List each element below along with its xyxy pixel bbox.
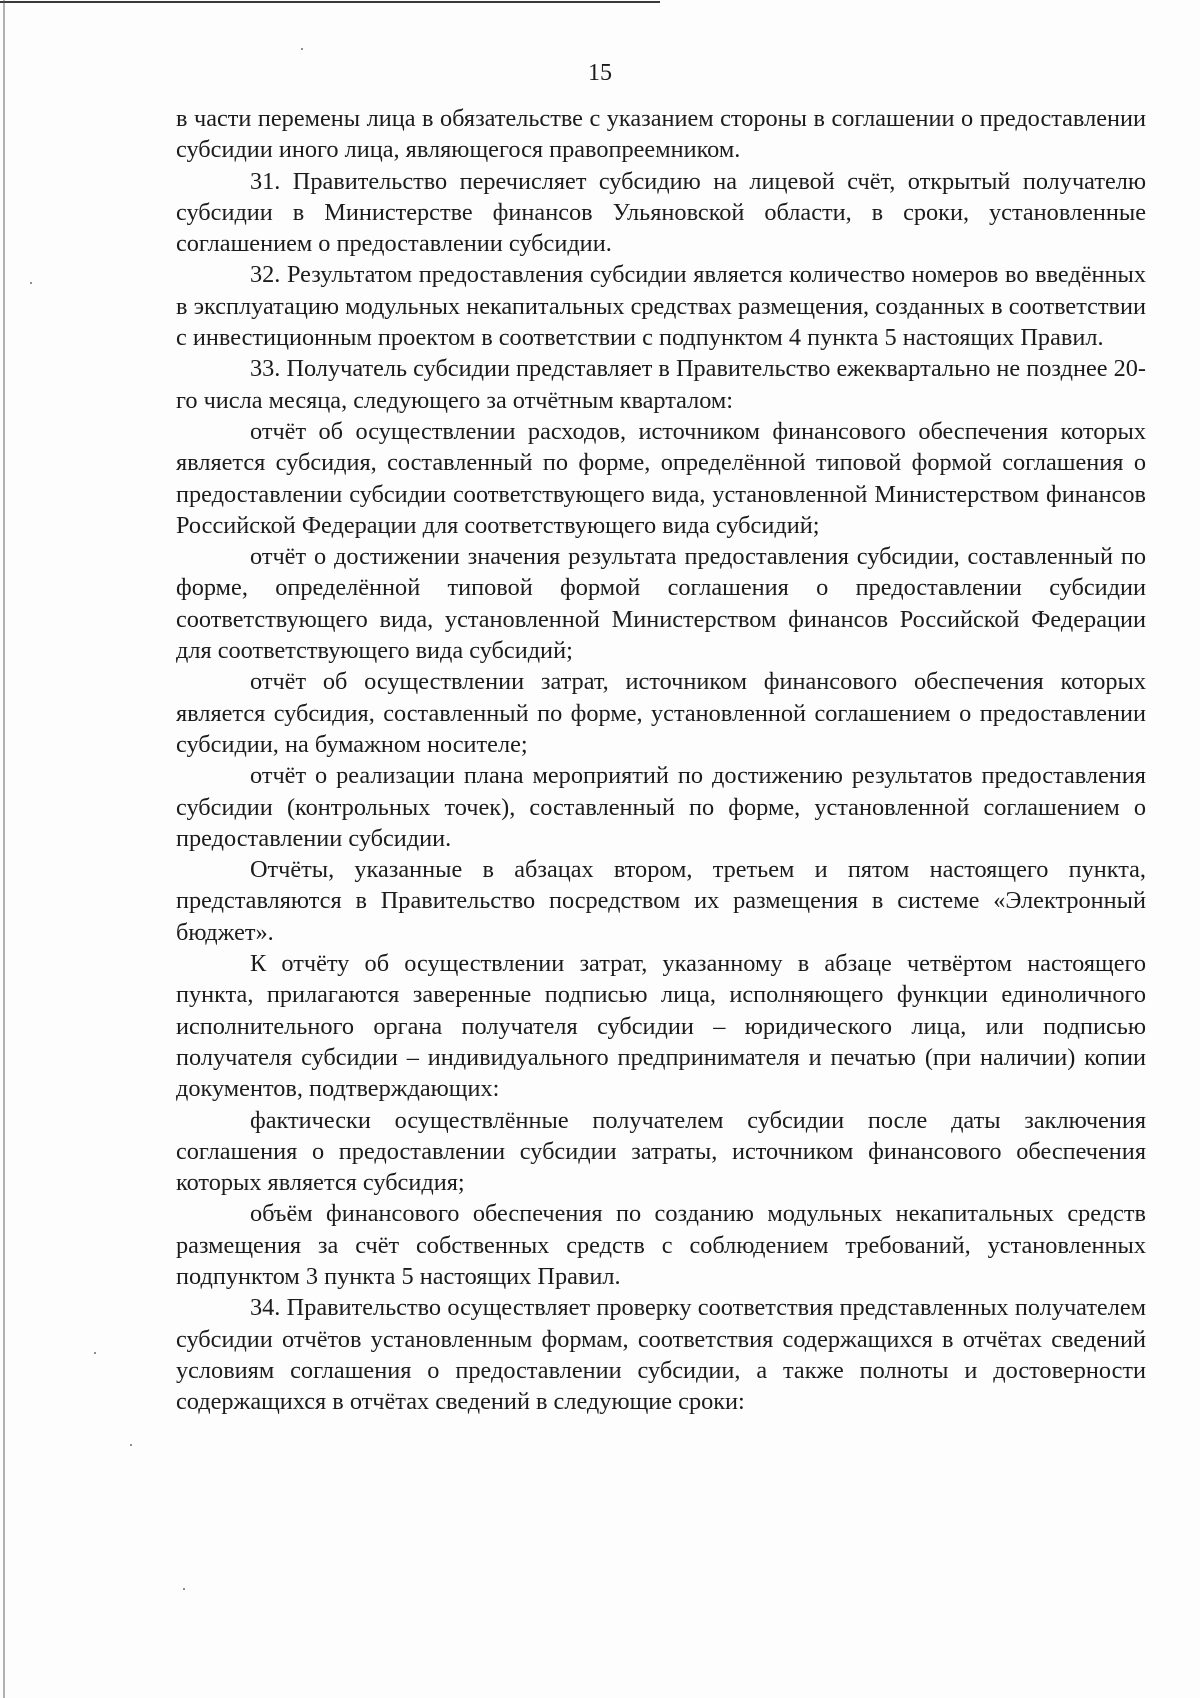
paragraph: 33. Получатель субсидии представляет в Правительство ежеквартально не позднее 20-го числа месяца, следующего за отчётным кварталом: <box>176 355 1146 414</box>
paragraph: К отчёту об осуществлении затрат, указанному в абзаце четвёртом настоящего пункта, прилагаются заверенные подписью лица, исполняющего функции единоличного исполнительного органа получателя субсидии – юридического лица, или подписью получателя субсидии – индивидуального предпринимателя и печатью (при наличии) копии документов, подтверждающих: <box>176 950 1146 1103</box>
paragraph: 34. Правительство осуществляет проверку соответствия представленных получателем субсидии отчётов установленным формам, соответствия содержащихся в отчётах сведений условиям соглашения о предоставлении субсидии, а также полноты и достоверности содержащихся в отчётах сведений в следующие сроки: <box>176 1294 1146 1416</box>
scan-left-edge <box>3 0 5 1698</box>
scan-speck <box>30 282 32 284</box>
scan-speck <box>301 48 303 50</box>
paragraph: 31. Правительство перечисляет субсидию на лицевой счёт, открытый получателю субсидии в Министерстве финансов Ульяновской области, в сроки, установленные соглашением о предоставлении субсидии. <box>176 167 1146 258</box>
scan-speck <box>183 1588 185 1590</box>
paragraph: фактически осуществлённые получателем субсидии после даты заключения соглашения о предоставлении субсидии затраты, источником финансового обеспечения которых является субсидия; <box>176 1106 1146 1197</box>
document-body <box>176 103 1146 1417</box>
scan-speck <box>94 1352 96 1354</box>
paragraph: в части перемены лица в обязательстве с указанием стороны в соглашении о предоставлении субсидии иного лица, являющегося правопреемником. <box>176 105 1146 164</box>
scan-top-edge <box>0 1 660 3</box>
paragraph: отчёт о достижении значения результата предоставления субсидии, составленный по форме, определённой типовой формой соглашения о предоставлении субсидии соответствующего вида, установленной Министерством финансов Российской Федерации для соответствующего вида субсидий; <box>176 543 1146 665</box>
paragraph: отчёт об осуществлении затрат, источником финансового обеспечения которых является субсидия, составленный по форме, установленной соглашением о предоставлении субсидии, на бумажном носителе; <box>176 668 1146 758</box>
paragraph: объём финансового обеспечения по созданию модульных некапитальных средств размещения за счёт собственных средств с соблюдением требований, установленных подпунктом 3 пункта 5 настоящих Правил. <box>176 1200 1146 1290</box>
paragraph: отчёт о реализации плана мероприятий по достижению результатов предоставления субсидии (контрольных точек), составленный по форме, установленной соглашением о предоставлении субсидии. <box>176 762 1146 852</box>
scan-speck <box>130 1444 132 1446</box>
paragraph: 32. Результатом предоставления субсидии является количество номеров во введённых в эксплуатацию модульных некапитальных средствах размещения, созданных в соответствии с инвестиционным проектом в соответствии с подпунктом 4 пункта 5 настоящих Правил. <box>176 261 1146 352</box>
page-number: 15 <box>588 60 612 86</box>
paragraph: Отчёты, указанные в абзацах втором, третьем и пятом настоящего пункта, представляются в Правительство посредством их размещения в системе «Электронный бюджет». <box>176 856 1146 946</box>
paragraph: отчёт об осуществлении расходов, источником финансового обеспечения которых является субсидия, составленный по форме, определённой типовой формой соглашения о предоставлении субсидии соответствующего вида, установленной Министерством финансов Российской Федерации для соответствующего вида субсидий; <box>176 417 1146 539</box>
